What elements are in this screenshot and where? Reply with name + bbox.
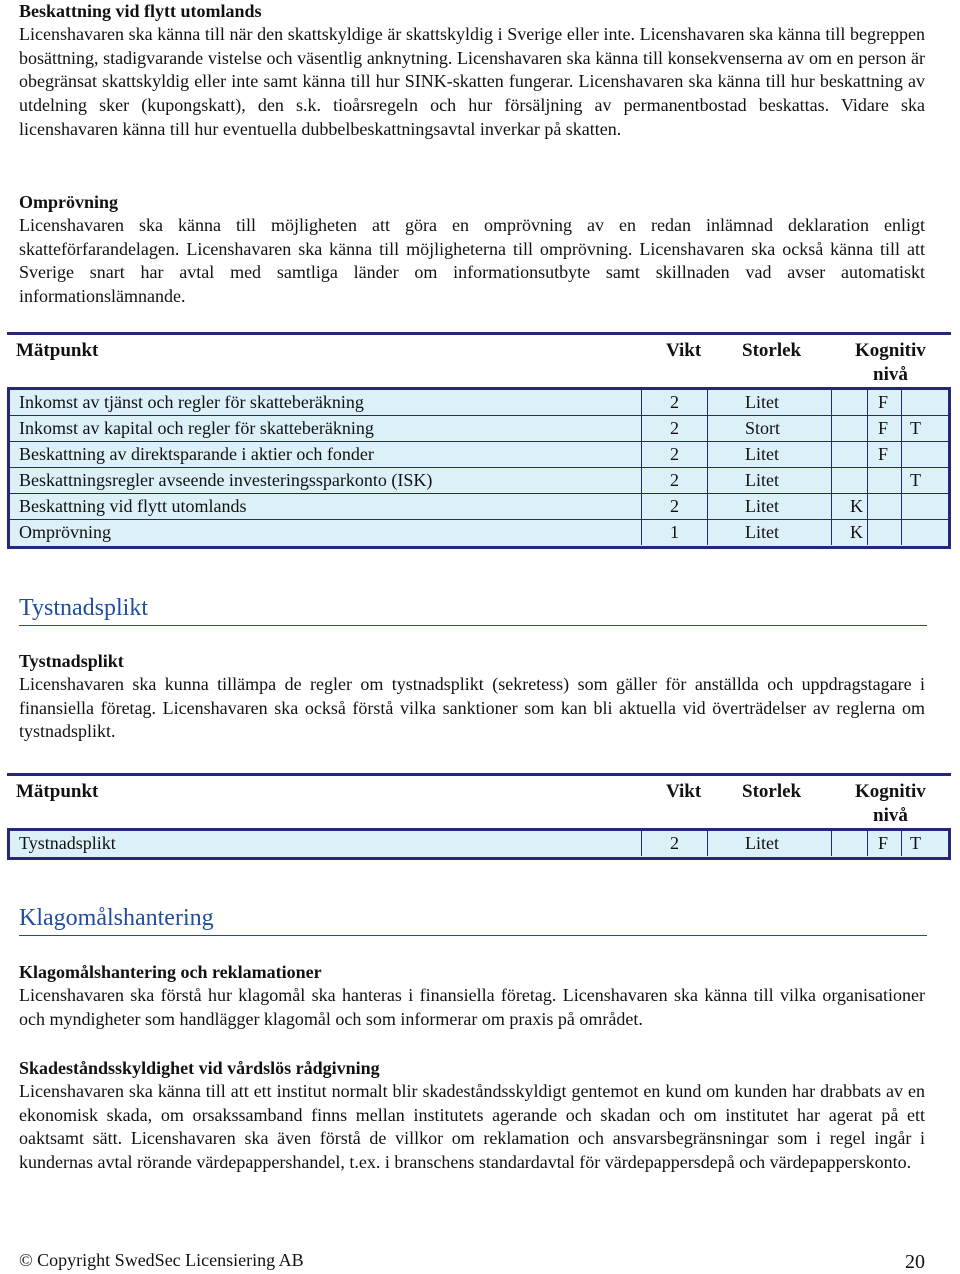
cell-vikt: 2 — [642, 468, 708, 493]
cell-kunskap — [832, 468, 868, 493]
section-heading: Tystnadsplikt — [19, 651, 124, 671]
cell-matpunkt: Tystnadsplikt — [10, 831, 642, 856]
cell-vikt: 2 — [642, 494, 708, 519]
table-row — [10, 494, 948, 520]
cell-kunskap — [832, 442, 868, 467]
section-flytt — [19, 0, 925, 142]
cell-tillampning — [902, 442, 948, 467]
header-matpunkt: Mätpunkt — [16, 781, 99, 802]
cell-forstaelse: F — [868, 390, 902, 415]
cell-kunskap — [832, 390, 868, 415]
cell-forstaelse: F — [868, 831, 902, 856]
cell-forstaelse: F — [868, 416, 902, 441]
section-tystnadsplikt — [19, 650, 925, 744]
cell-tillampning: T — [910, 470, 921, 490]
cell-vikt: 2 — [642, 442, 708, 467]
cell-kunskap: K — [832, 494, 868, 519]
header-kognitiv: Kognitiv — [855, 340, 926, 361]
table-row — [10, 831, 948, 857]
table-row — [10, 442, 948, 468]
table-row — [10, 390, 948, 416]
cell-storlek: Litet — [708, 520, 832, 545]
section-heading: Skadeståndsskyldighet vid vårdslös rådgivning — [19, 1058, 380, 1078]
cell-vikt: 2 — [642, 831, 708, 856]
section-klagomal — [19, 961, 925, 1031]
cell-matpunkt: Inkomst av kapital och regler för skatteberäkning — [10, 416, 642, 441]
cell-storlek: Litet — [708, 390, 832, 415]
cell-storlek: Litet — [708, 468, 832, 493]
cell-tillampning — [902, 520, 948, 545]
header-storlek: Storlek — [742, 781, 802, 802]
section-paragraph: Licenshavaren ska förstå hur klagomål ska hanteras i finansiella företag. Licenshavaren ska känna till vilka organisationer och myndigheter som handlägger klagomål och som informerar om praxis på området. — [19, 985, 925, 1029]
cell-tillampning: T — [910, 418, 921, 438]
header-vikt: Vikt — [666, 781, 702, 802]
cell-matpunkt: Inkomst av tjänst och regler för skatteberäkning — [10, 390, 642, 415]
cell-storlek: Stort — [708, 416, 832, 441]
cell-vikt: 2 — [642, 390, 708, 415]
page-number: 20 — [905, 1251, 925, 1273]
section-heading: Omprövning — [19, 192, 119, 212]
section-paragraph: Licenshavaren ska känna till möjligheten att göra en omprövning av en redan inlämnad deklaration enligt skatteförfarandelagen. Licenshavaren ska känna till möjligheterna till omprövning. Licenshavaren ska också känna till att Sverige snart har avtal med samtliga länder om informationsutbyte samt skillnaden vad avser automatiskt informationslämnande. — [19, 215, 925, 307]
cell-kunskap — [832, 416, 868, 441]
header-storlek: Storlek — [742, 340, 802, 361]
cell-vikt: 1 — [642, 520, 708, 545]
cell-tillampning: T — [910, 833, 921, 853]
matpunkt-table — [7, 332, 951, 549]
cell-kunskap: K — [832, 520, 868, 545]
cell-matpunkt: Omprövning — [10, 520, 642, 545]
cell-vikt: 2 — [642, 416, 708, 441]
header-matpunkt: Mätpunkt — [16, 340, 99, 361]
section-paragraph: Licenshavaren ska kunna tillämpa de regler om tystnadsplikt (sekretess) som gäller för anställda och uppdragstagare i finansiella företag. Licenshavaren ska också förstå vilka sanktioner som kan bli aktuella vid överträdelser av reglerna om tystnadsplikt. — [19, 674, 925, 742]
cell-tillampning — [902, 390, 948, 415]
header-niva: nivå — [873, 805, 908, 826]
table-body — [7, 828, 951, 860]
section-title-tystnadsplikt: Tystnadsplikt — [19, 593, 927, 626]
section-skadestand — [19, 1057, 925, 1175]
table-body — [7, 387, 951, 549]
header-kognitiv: Kognitiv — [855, 781, 926, 802]
cell-forstaelse — [868, 468, 902, 493]
cell-storlek: Litet — [708, 442, 832, 467]
section-paragraph: Licenshavaren ska känna till när den skattskyldige är skattskyldig i Sverige eller inte. Licenshavaren ska känna till begreppen bosättning, stadigvarande vistelse och väsentlig anknytning. Licenshavaren ska känna till konsekvenserna av om en person är obegränsat skattskyldig eller inte samt känna till hur SINK-skatten fungerar. Licenshavaren ska känna till hur beskattning av utdelning sker (kupongskatt), den s.k. tioårsregeln och hur försäljning av permanentbostad beskattas. Vidare ska licenshavaren känna till hur eventuella dubbelbeskattningsavtal inverkar på skatten. — [19, 24, 925, 139]
matpunkt-table-tystnadsplikt — [7, 773, 951, 860]
table-row — [10, 468, 948, 494]
cell-kunskap — [832, 831, 868, 856]
section-paragraph: Licenshavaren ska känna till att ett institut normalt blir skadeståndsskyldigt gentemot en kund om kunden har drabbats av en ekonomisk skada, om orsakssamband finns mellan institutets agerande och skadan och om institutet har agerat på ett oaktsamt sätt. Licenshavaren ska även förstå de villkor om reklamation och ansvarsbegränsningar som i regel ingår i kundernas avtal rörande värdepappershandel, t.ex. i branschens standardavtal för värdepappersdepå och värdepapperskonto. — [19, 1081, 925, 1173]
table-header — [7, 773, 951, 828]
section-heading: Beskattning vid flytt utomlands — [19, 1, 262, 21]
section-title-klagomal: Klagomålshantering — [19, 903, 927, 936]
table-header — [7, 332, 951, 387]
header-niva: nivå — [873, 364, 908, 385]
section-omprovning — [19, 191, 925, 309]
cell-matpunkt: Beskattning vid flytt utomlands — [10, 494, 642, 519]
copyright-text: © Copyright SwedSec Licensiering AB — [19, 1250, 304, 1270]
cell-storlek: Litet — [708, 831, 832, 856]
cell-forstaelse — [868, 520, 902, 545]
cell-forstaelse — [868, 494, 902, 519]
cell-storlek: Litet — [708, 494, 832, 519]
cell-matpunkt: Beskattningsregler avseende investeringssparkonto (ISK) — [10, 468, 642, 493]
table-row — [10, 520, 948, 546]
cell-matpunkt: Beskattning av direktsparande i aktier och fonder — [10, 442, 642, 467]
table-row — [10, 416, 948, 442]
cell-forstaelse: F — [868, 442, 902, 467]
header-vikt: Vikt — [666, 340, 702, 361]
cell-tillampning — [902, 494, 948, 519]
section-heading: Klagomålshantering och reklamationer — [19, 962, 322, 982]
